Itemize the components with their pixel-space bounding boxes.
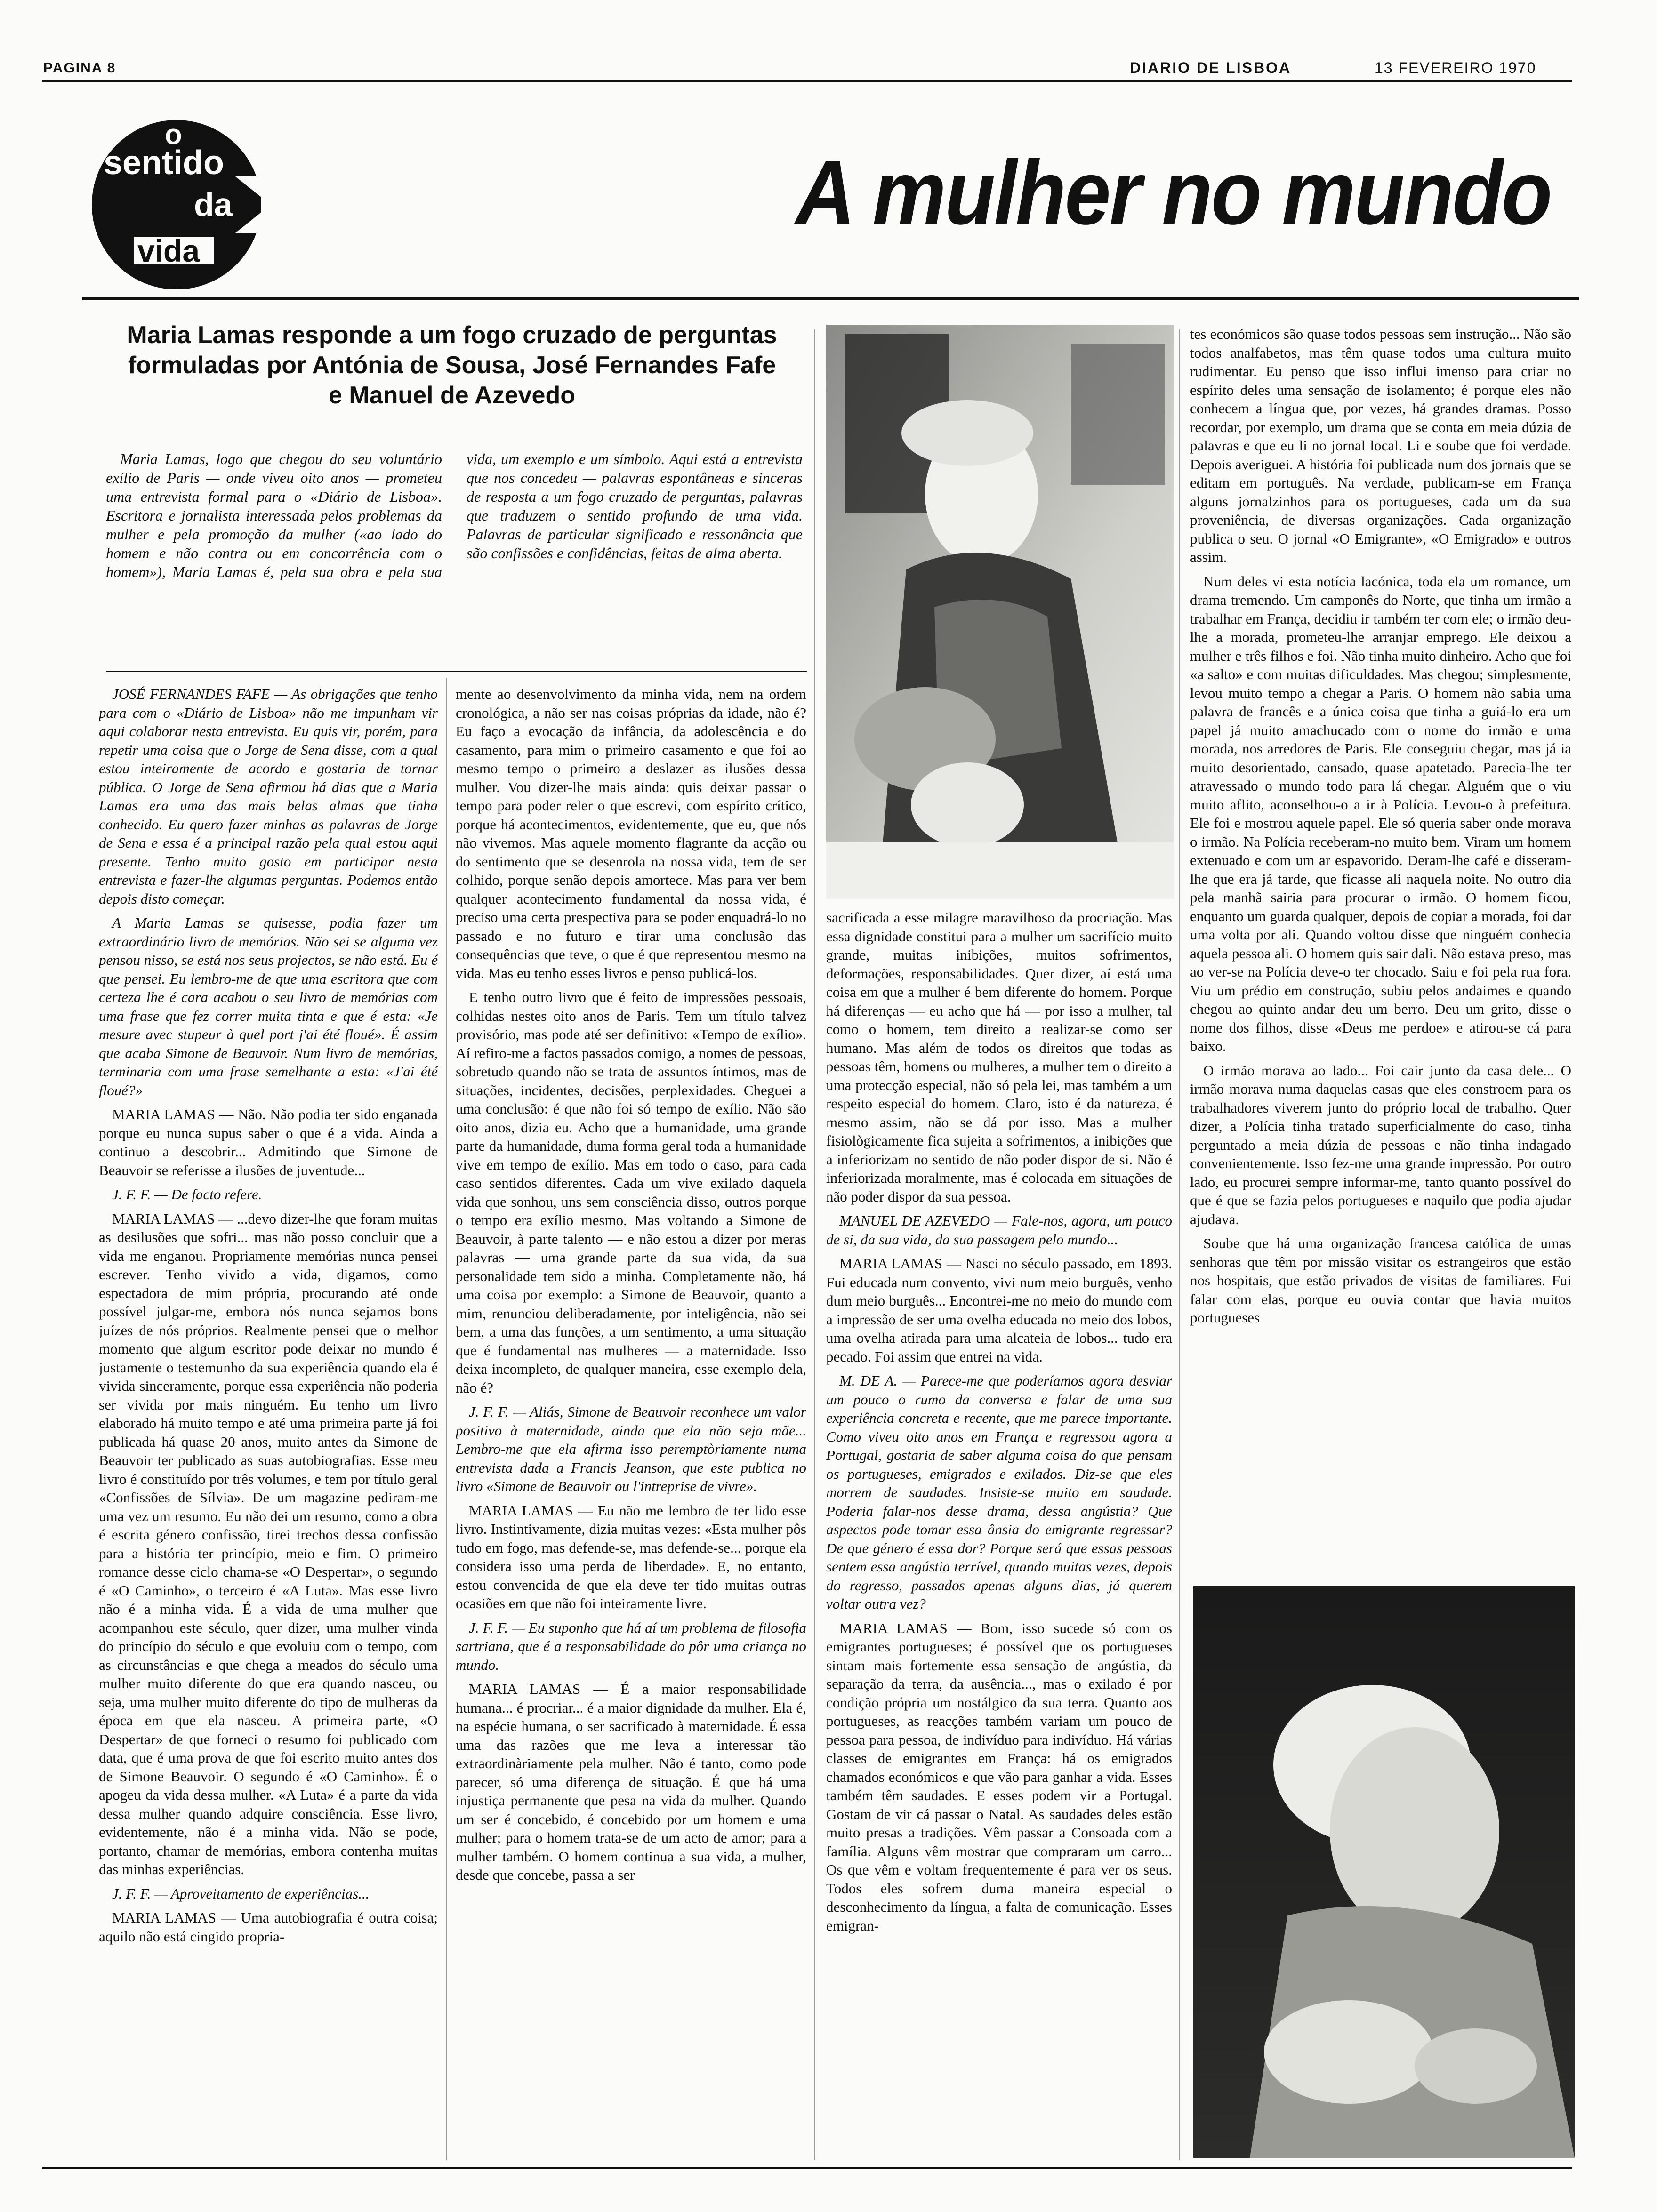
portrait-image [826,325,1174,899]
paragraph: J. F. F. — Eu suponho que há aí um problema de filosofia sartriana, que é a responsabilidade do pôr uma criança no mundo. [456,1619,806,1673]
issue-date: 13 FEVEREIRO 1970 [1375,59,1536,76]
intro-text [106,449,803,664]
article-column-2 [456,685,806,2158]
column-divider-2 [814,329,815,2160]
paragraph: MARIA LAMAS — É a maior responsabilidade humana... é procriar... é a maior dignidade da mulher. Ela é, na espécie humana, o ser sacrificado à maternidade. É essa uma das razões que me leva a interessar tão extraordinàriamente pela mulher. Não é tanto, como pode parecer, só uma diferença de situação. É que há uma injustiça permanente que pesa na vida da mulher. Quando um ser é concebido, é concebido por um homem e uma mulher; para o homem trata-se de um acto de amor; para a mulher também. O homem continua a sua vida, a mulher, desde que concebe, passa a ser [456,1681,806,1883]
portrait-image-2 [1193,1586,1575,2158]
paragraph: J. F. F. — De facto refere. [112,1186,262,1202]
paragraph: MARIA LAMAS — Eu não me lembro de ter lido esse livro. Instintivamente, dizia muitas vezes: «Esta mulher pôs tudo em fogo, mas defende-se, mas defende-se... porque ela considera isso uma perda de liberdade». E, no entanto, estou convencida de que ela deve ter tido muitas outras ocasiões em que não foi inteiramente livre. [456,1502,806,1611]
paragraph: A Maria Lamas se quisesse, podia fazer um extraordinário livro de memórias. Não sei se alguma vez pensou nisso, se está nos seus projectos, se não está. Eu é que pensei. Eu lembro-me de que uma escritora que com certeza lhe é cara acabou o seu livro de memórias com uma frase que fez correr muita tinta e que é esta: «Je mesure avec stupeur à quel port j'ai été floué». É assim que acaba Simone de Beauvoir. Num livro de memórias, terminaria com uma frase semelhante a esta: «J'ai été floué?» [99,914,438,1098]
section-logo [85,115,301,294]
portrait-photo-2 [1193,1586,1575,2158]
paragraph: MARIA LAMAS — ...devo dizer-lhe que foram muitas as desilusões que sofri... mas não posso concluir que a vida me enganou. Propriamente memórias nunca pensei escrever. Tenho vivido a vida, digamos, como espectadora de mim própria, procurando até onde possível julgar-me, embora nós nunca sejamos bons juízes de nós próprios. Realmente pensei que o melhor momento que algum escritor pode deixar no mundo é justamente o testemunho da sua experiência quando ela é vivida sinceramente, porque essa experiência não poderia ser vivida por mais ninguém. Eu tenho um livro elaborado há muito tempo e até uma primeira parte já foi publicada há quase 20 anos, muito antes da Simone de Beauvoir ter publicado as suas autobiografias. Esse meu livro é constituído por três volumes, e tem por título geral «Confissões de Sílvia». De um magazine pediram-me uma vez um resumo. Eu não dei um resumo, como a obra é escrita género confissão, tirei trechos dessa confissão para a história ter princípio, meio e fim. O primeiro romance desse ciclo chama-se «O Despertar», o segundo é «O Caminho», o terceiro é «A Luta». Mas esse livro não é a minha vida. É a vida de uma mulher que acompanhou este século, quer dizer, uma mulher vinda do princípio do século e que evoluiu com o tempo, com as circunstâncias e que chega a meados do século uma mulher muito diferente do que era quando nasceu, ou seja, uma mulher muito diferente do tipo de mulheras da época em que ela nasceu. A primeira parte, «O Despertar» de que forneci o resumo foi publicado com data, que é uma prova de que foi escrito muito antes dos de Simone Beauvoir. O segundo é «O Caminho». É o apogeu da vida dessa mulher. «A Luta» é a parte da vida dessa mulher quando adquire consciência. Esse livro, evidentemente, não é a minha vida. Não se pode, portanto, chamar de memórias, embora contenha muitas das minhas experiências. [99,1210,438,1877]
column-divider-3 [1179,329,1180,2160]
footer-rule [42,2167,1572,2169]
logo-line-o: o [165,119,182,150]
subheadline [94,320,810,410]
column-2-body [456,685,806,1884]
intro-paragraph: Maria Lamas, logo que chegou do seu voluntário exílio de Paris — onde viveu oito anos — prometeu uma entrevista formal para o «Diário de Lisboa». Escritora e jornalista interessada pelos problemas da mulher e pela promoção da mulher («ao lado do homem e não contra ou em concorrência com o homem»), Maria Lamas é, pela sua obra e pela sua vida, um exemplo e um símbolo. Aqui está a entrevista que nos concedeu — palavras espontâneas e sinceras de resposta a um fogo cruzado de perguntas, palavras que traduzem o sentido profundo de uma vida. Palavras de particular significado e ressonância que são confissões e confidências, feitas de alma aberta. [106,450,803,580]
article-column-1 [99,685,438,2158]
intro-rule [106,671,807,672]
subheadline-line-2: formuladas por Antónia de Sousa, José Fernandes Fafe [128,352,776,379]
paragraph: MARIA LAMAS — Não. Não podia ter sido enganada porque eu nunca supus saber o que é a vida. Ainda a continuo a descobrir... Admitindo que Simone de Beauvoir se referisse a ilusões de juventude... [99,1106,438,1178]
article-column-4 [1190,325,1571,1577]
paragraph: M. DE A. — Parece-me que poderíamos agora desviar um pouco o rumo da conversa e falar de uma sua experiência concreta e recente, que me parece importante. Como viveu oito anos em França e regressou agora a Portugal, gostaria de saber alguma coisa do que pensam os portugueses, emigrados e exilados. Diz-se que eles morrem de saudades. Insiste-se muito em saudade. Poderia falar-nos desse drama, dessa angústia? Que aspectos pode tomar essa ânsia do emigrante regressar? De que género é essa dor? Porque será que essas pessoas sentem essa angústia terrível, quando muitas vezes, depois do regresso, passados apenas alguns dias, já querem voltar outra vez? [826,1372,1172,1612]
paragraph: mente ao desenvolvimento da minha vida, nem na ordem cronológica, a não ser nas coisas próprias da idade, não é? Eu faço a evocação da infância, da adolescência e do casamento, para mim o primeiro casamento e que foi ao mesmo tempo o primeiro a deslazer as ilusões dessa mulher. Vou dizer-lhe mais ainda: quis deixar passar o tempo para poder reler o que escrevi, com espírito crítico, porque há acontecimentos, evidentemente, que eu, que nós não vivemos. Mas aquele momento flagrante da acção ou do sentimento que se desenrola na nossa vida, tem de ser colhido, porque senão depois amortece. Mas para ver bem qualquer acontecimento fundamental da nossa vida, é preciso uma certa prespectiva para se poder enquadrá-lo no passado e no futuro e tirar uma conclusão das consequências que teve, o que é que representou mesmo na vida. Mas eu tenho esses livros e penso publicá-los. [456,686,806,981]
column-divider-1 [446,678,447,2160]
header-rule [42,80,1572,82]
headline-rule [82,297,1579,300]
paragraph: MANUEL DE AZEVEDO — Fale-nos, agora, um pouco de si, da sua vida, da sua passagem pelo mundo... [826,1212,1172,1248]
paragraph: MARIA LAMAS — Nasci no século passado, em 1893. Fui educada num convento, vivi num meio burguês, venho dum meio burguês... Encontrei-me no meio do mundo com a impressão de ser uma ovelha educada no meio dos lobos, uma ovelha atirada para uma alcateia de lobos... tudo era pecado. Foi assim que entrei na vida. [826,1255,1172,1365]
column-3-body [826,908,1172,1935]
column-1-body [99,685,438,1946]
subheadline-line-1: Maria Lamas responde a um fogo cruzado de perguntas [127,321,777,349]
paragraph: tes económicos são quase todos pessoas sem instrução... Não são todos analfabetos, mas têm quase todos uma cultura muito rudimentar. Eu penso que isso influi imenso para criar no espírito deles uma sensação de isolamento; é porque eles não conhecem a língua que, por vezes, há grandes dramas. Posso recordar, por exemplo, um drama que se conta em meia dúzia de palavras e que eu li no jornal local. Li e soube que foi verdade. Depois averiguei. A história foi publicada num dos jornais que se editam em português. Na verdade, publicam-se em França alguns jornalzinhos para os portugueses, cada um da sua proveniência, de diversas organizações. Cada organização publica o seu. O jornal «O Emigrante», «O Emigrado» e outros assim. [1190,326,1571,565]
paragraph: Num deles vi esta notícia lacónica, toda ela um romance, um drama tremendo. Um camponês do Norte, que tinha um irmão a trabalhar em França, decidiu ir também ter com ele; o irmão deu-lhe a morada, prometeu-lhe arranjar emprego. Ele deixou a mulher e três filhos e foi. Não tinha muito dinheiro. Acho que foi «a salto» e com muitas dificuldades. Mas chegou; simplesmente, levou muito tempo a chegar a Paris. O homem não sabia uma palavra de francês e a única coisa que tinha a guiá-lo era um papel já muito amachucado com o nome do irmão e uma morada, nos arredores de Paris. Ele conseguiu chegar, mas já ia muito desorientado, cansado, quase apatetado. Parecia-lhe ter atravessado o mundo todo para lá chegar. Alguém que o viu muito aflito, aconselhou-o a ir à Polícia. Levou-o à prefeitura. Ele foi e mostrou aquele papel. Ele só queria saber onde morava o irmão. Na Polícia receberam-no muito bem. Viram um homem extenuado e com um ar espavorido. Deram-lhe café e disseram-lhe que era já tarde, que ficasse ali naquela noite. No outro dia pela manhã sairia para procurar o irmão. O homem ficou, enquanto um guarda qualquer, depois de copiar a morada, foi dar uma volta por ali. Quando voltou disse que ninguém conhecia aquela pessoa ali. O homem quis sair dali. Não estava preso, mas ao ver-se na Polícia deve-o ter chocado. Saiu e foi pela rua fora. Viu um prédio em construção, subiu pelos andaimes e quando chegou ao quinto andar deu um berro. Deu um grito, disse o nome dos filhos, disse «Deus me perdoe» e atirou-se cá para baixo. [1190,573,1571,1054]
article-column-3 [826,908,1172,2158]
paragraph: O irmão morava ao lado... Foi cair junto da casa dele... O irmão morava numa daquelas casas que eles constroem para os trabalhadores viverem junto do próprio local de trabalho. Quer dizer, a Polícia tinha tratado superficialmente do caso, tinha perguntado a meia dúzia de pessoas e não tinha indagado convenientemente. Isso fez-me uma grande impressão. Por outro lado, eu procurei sempre informar-me, tanto quanto possível do que é que se fazia pelos portugueses e naquilo que podia ajudar ajudava. [1190,1062,1571,1227]
page-number: PAGINA 8 [43,60,116,76]
paragraph: J. F. F. — Aliás, Simone de Beauvoir reconhece um valor positivo à maternidade, ainda que ela não seja mãe... Lembro-me que ela afirma isso peremptòriamente numa entrevista dada a Francis Jeanson, que este publica no livro «Simone de Beauvoir ou l'intreprise de vivre». [456,1403,806,1494]
newspaper-name: DIARIO DE LISBOA [1130,59,1292,76]
headline: A mulher no mundo [796,142,1551,244]
logo-line-sentido: sentido [104,144,225,182]
paragraph: Soube que há uma organização francesa católica de umas senhoras que têm por missão visitar os estrangeiros que estão nos hospitais, que estão privados de visitas de familiares. Fui falar com elas, porque eu ouvia contar que havia muitos portugueses [1190,1235,1571,1326]
paragraph: JOSÉ FERNANDES FAFE — As obrigações que tenho para com o «Diário de Lisboa» não me impunham vir aqui colaborar nesta entrevista. Eu quis vir, porém, para repetir uma coisa que o Jorge de Sena disse, com a qual estou inteiramente de acordo e gostaria de tornar pública. O Jorge de Sena afirmou há dias que a Maria Lamas era uma das mais belas almas que tinha conhecido. Eu quero fazer minhas as palavras de Jorge de Sena e essa é a principal razão pela qual estou aqui presente. Tenho muito gosto em participar nesta entrevista e fazer-lhe algumas perguntas. Podemos então depois disto começar. [99,686,438,907]
paragraph: MARIA LAMAS — Uma autobiografia é outra coisa; aquilo não está cingido propria- [99,1909,438,1945]
logo-line-da: da [194,186,233,223]
portrait-photo-1 [826,325,1174,899]
paragraph: E tenho outro livro que é feito de impressões pessoais, colhidas nestes oito anos de Paris. Tem um título talvez provisório, mas pode até ser definitivo: «Tempo de exílio». Aí refiro-me a factos passados comigo, a nomes de pessoas, sobretudo quando não se trata de assuntos íntimos, mas de situações, incidentes, decisões, perplexidades. Cheguei a uma conclusão: é que não foi só tempo de exílio. Não são oito anos, dizia eu. Acho que a humanidade, uma grande parte da humanidade, duma forma geral toda a humanidade vive em tempo de exílio. Mas em todo o caso, para cada caso sentidos diferentes. Cada um vive exilado daquela vida que sonhou, uns sem consciência disso, outros porque o tempo era exílio mesmo. Mas voltando a Simone de Beauvoir, à parte talento — e não estou a dizer por meras palavras — uma grande parte da sua vida, da sua personalidade tem sido a minha. Completamente não, há uma coisa por exemplo: a Simone de Beauvoir, quanto a mim, renunciou deliberadamente, por inteligência, não sei bem, a uma das funções, a um sentimento, a uma situação que é fundamental nas mulheres — a maternidade. Isso deixa incompleto, de qualquer maneira, esse exemplo dela, não é? [456,989,806,1396]
paragraph: MARIA LAMAS — Bom, isso sucede só com os emigrantes portugueses; é possível que os portugueses sintam mais fortemente essa sensação de angústia, da separação da terra, da ausência..., mas o exilado é por condição própria um nostálgico da sua terra. Quanto aos portugueses, as reacções também variam um pouco de pessoa para pessoa, de indivíduo para indivíduo. Há várias classes de emigrantes em França: há os emigrados chamados económicos e que vão para ganhar a vida. Esses também têm saudades. E esses podem vir a Portugal. Gostam de vir cá passar o Natal. As saudades deles estão muito presas a tradições. Vêm passar a Consoada com a família. Alguns vêm mostrar que compraram um carro... Os que vêm e voltam frequentemente é para ver os seus. Todos eles sofrem duma maneira especial o desconhecimento da língua, a falta de comunicação. Esses emigran- [826,1619,1172,1934]
column-4-body [1190,325,1571,1327]
paragraph: J. F. F. — Aproveitamento de experiências... [112,1885,370,1902]
paragraph: sacrificada a esse milagre maravilhoso da procriação. Mas essa dignidade constitui para a mulher um sacrifício muito grande, muitas inibições, muitos sofrimentos, deformações, responsabilidades. Quer dizer, aí está uma coisa em que a mulher é bem diferente do homem. Porque há diferenças — eu acho que há — por isso a mulher, tal como o homem, tem direito a realizar-se como ser humano. Mas além de todos os direitos que todas as pessoas têm, homens ou mulheres, a mulher tem o direito a uma protecção especial, não só pela lei, mas também a um respeito especial do homem. Claro, isto é da natureza, é mesmo assim, não se dá por isso. Mas a mulher fisiològicamente fica sujeita a sofrimentos, a inibições que a inferiorizam no sentido de não poder dispor de si. Não é inferiorizada moralmente, mas é colocada em situações de não poder dispor da sua pessoa. [826,909,1172,1205]
logo-line-vida: vida [137,233,200,268]
subheadline-line-3: e Manuel de Azevedo [329,382,575,409]
